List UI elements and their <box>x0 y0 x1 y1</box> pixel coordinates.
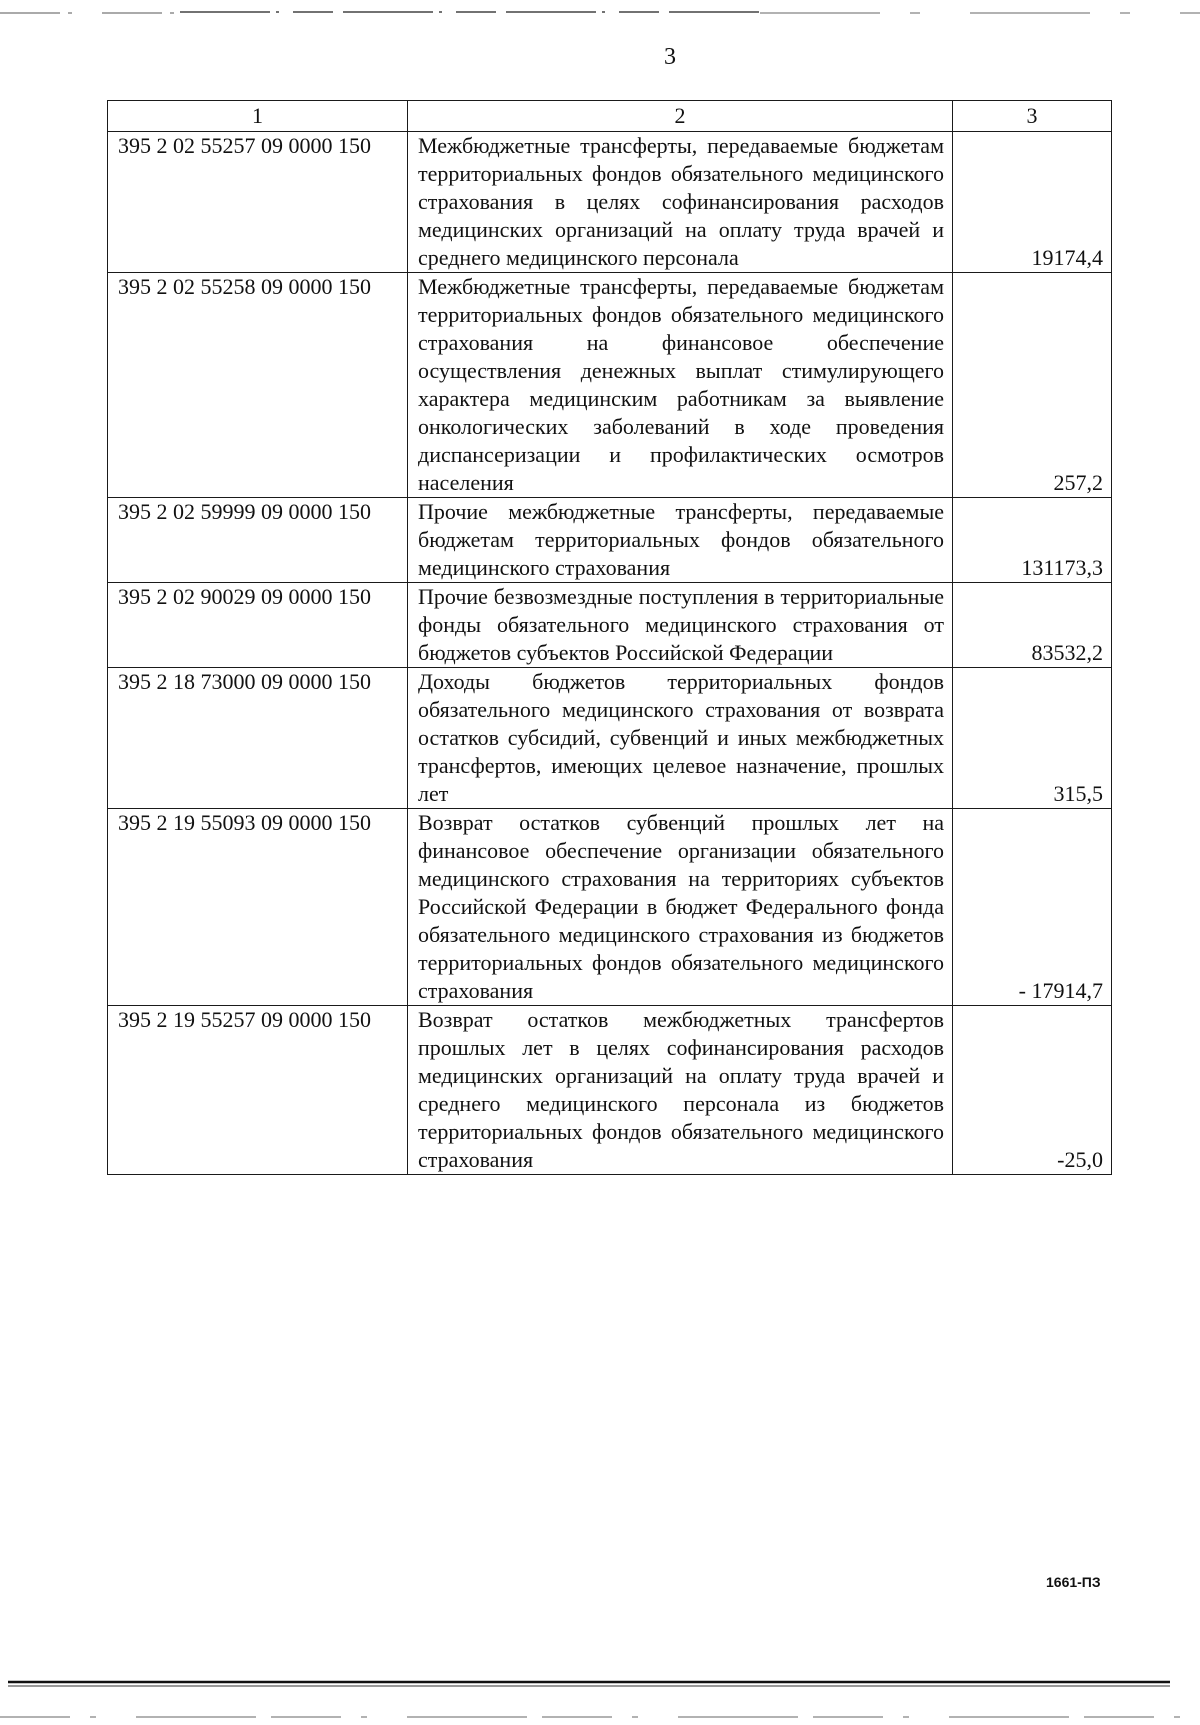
table-row <box>108 273 1112 498</box>
budget-code: 395 2 19 55257 09 0000 150 <box>108 1006 408 1175</box>
row-amount: 19174,4 <box>953 132 1112 273</box>
row-amount: - 17914,7 <box>953 809 1112 1006</box>
table-row <box>108 809 1112 1006</box>
page-number: 3 <box>664 44 676 70</box>
table-row <box>108 498 1112 583</box>
row-description: Прочие межбюджетные трансферты, передаваемые бюджетам территориальных фондов обязательного медицинского страхования <box>408 498 953 583</box>
scan-artifact-top <box>0 6 1200 20</box>
column-header-2: 2 <box>408 101 953 132</box>
row-amount: 257,2 <box>953 273 1112 498</box>
table-header-row <box>108 101 1112 132</box>
budget-code: 395 2 18 73000 09 0000 150 <box>108 668 408 809</box>
row-amount: 131173,3 <box>953 498 1112 583</box>
row-description: Межбюджетные трансферты, передаваемые бюджетам территориальных фондов обязательного медицинского страхования в целях софинансирования расходов медицинских организаций на оплату труда врачей и среднего медицинского персонала <box>408 132 953 273</box>
row-description: Доходы бюджетов территориальных фондов обязательного медицинского страхования от возврата остатков субсидий, субвенций и иных межбюджетных трансфертов, имеющих целевое назначение, прошлых лет <box>408 668 953 809</box>
row-amount: -25,0 <box>953 1006 1112 1175</box>
budget-code: 395 2 02 90029 09 0000 150 <box>108 583 408 668</box>
row-description: Возврат остатков субвенций прошлых лет на финансовое обеспечение организации обязательного медицинского страхования на территориях субъектов Российской Федерации в бюджет Федерального фонда обязательного медицинского страхования из бюджетов территориальных фондов обязательного медицинского страхования <box>408 809 953 1006</box>
column-header-3: 3 <box>953 101 1112 132</box>
budget-revenue-table <box>107 100 1112 1175</box>
budget-code: 395 2 02 55258 09 0000 150 <box>108 273 408 498</box>
table-row <box>108 132 1112 273</box>
row-description: Прочие безвозмездные поступления в территориальные фонды обязательного медицинского страхования от бюджетов субъектов Российской Федерации <box>408 583 953 668</box>
budget-code: 395 2 19 55093 09 0000 150 <box>108 809 408 1006</box>
budget-code: 395 2 02 59999 09 0000 150 <box>108 498 408 583</box>
column-header-1: 1 <box>108 101 408 132</box>
table-row <box>108 583 1112 668</box>
row-amount: 83532,2 <box>953 583 1112 668</box>
scan-artifact-bottom <box>0 1660 1200 1725</box>
row-description: Межбюджетные трансферты, передаваемые бюджетам территориальных фондов обязательного медицинского страхования на финансовое обеспечение осуществления денежных выплат стимулирующего характера медицинским работникам за выявление онкологических заболеваний в ходе проведения диспансеризации и профилактических осмотров населения <box>408 273 953 498</box>
table-row <box>108 668 1112 809</box>
row-amount: 315,5 <box>953 668 1112 809</box>
row-description: Возврат остатков межбюджетных трансфертов прошлых лет в целях софинансирования расходов медицинских организаций на оплату труда врачей и среднего медицинского персонала из бюджетов территориальных фондов обязательного медицинского страхования <box>408 1006 953 1175</box>
budget-code: 395 2 02 55257 09 0000 150 <box>108 132 408 273</box>
table-row <box>108 1006 1112 1175</box>
document-id: 1661-ПЗ <box>1046 1574 1101 1590</box>
